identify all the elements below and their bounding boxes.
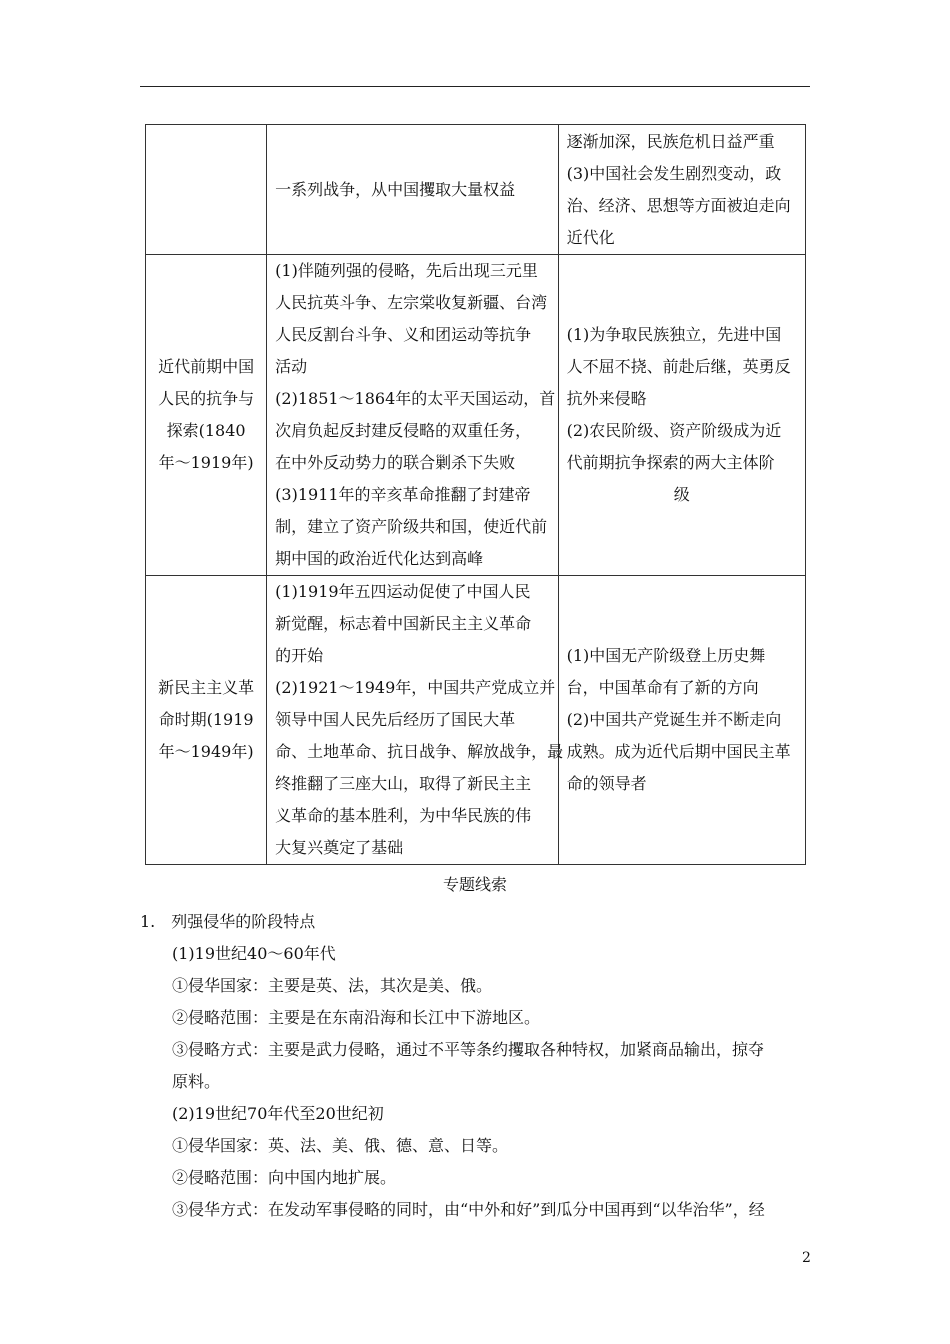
cell-line: (3)1911年的辛亥革命推翻了封建帝 (275, 485, 531, 504)
cell-line: 治、经济、思想等方面被迫走向 (566, 195, 791, 215)
list-item: ②侵略范围：主要是在东南沿海和长江中下游地区。 (172, 1008, 541, 1027)
cell-line: 的开始 (275, 646, 324, 665)
events-cell (267, 255, 558, 576)
features-cell (558, 255, 805, 576)
cell-line: 近代前期中国 (158, 357, 255, 376)
cell-line: (3)中国社会发生剧烈变动，政 (566, 163, 782, 183)
period-cell (146, 576, 267, 865)
table-row (146, 576, 806, 865)
list-item: ③侵华方式：在发动军事侵略的同时，由“中外和好”到瓜分中国再到“以华治华”，经 (172, 1200, 765, 1219)
cell-line: 年～1949年) (158, 742, 254, 761)
cell-line: 在中外反动势力的联合剿杀下失败 (275, 453, 516, 472)
cell-line: 领导中国人民先后经历了国民大革 (275, 710, 516, 729)
list-item: ②侵略范围：向中国内地扩展。 (172, 1168, 397, 1187)
cell-line: 次肩负起反封建反侵略的双重任务， (275, 421, 532, 440)
cell-line: (2)1851～1864年的太平天国运动，首 (275, 389, 556, 408)
section-title: 专题线索 (442, 875, 507, 894)
cell-line: 台，中国革命有了新的方向 (566, 678, 759, 697)
cell-line: 大复兴奠定了基础 (275, 838, 404, 857)
cell-line: 新觉醒，标志着中国新民主主义革命 (275, 614, 532, 633)
subheading: (2)19世纪70年代至20世纪初 (172, 1104, 384, 1123)
cell-line: 命、土地革命、抗日战争、解放战争，最 (275, 742, 564, 761)
period-cell (146, 255, 267, 576)
cell-line: 成熟。成为近代后期中国民主革 (566, 742, 791, 761)
cell-line: 命的领导者 (566, 774, 647, 793)
cell-line: 新民主主义革 (158, 678, 255, 697)
cell-line: 级 (673, 485, 690, 504)
cell-line: 人民反割台斗争、义和团运动等抗争 (275, 325, 532, 344)
list-item: ③侵略方式：主要是武力侵略，通过不平等条约攫取各种特权，加紧商品输出，掠夺 (172, 1040, 765, 1059)
cell-line: 终推翻了三座大山，取得了新民主主 (275, 774, 532, 793)
cell-line: 人民抗英斗争、左宗棠收复新疆、台湾 (275, 293, 548, 312)
cell-line: (1)中国无产阶级登上历史舞 (566, 646, 766, 665)
cell-line: 代前期抗争探索的两大主体阶 (566, 453, 775, 472)
cell-line: (1)为争取民族独立，先进中国 (566, 325, 782, 344)
cell-line: 期中国的政治近代化达到高峰 (275, 549, 484, 568)
table-row (146, 255, 806, 576)
events-cell (267, 576, 564, 865)
cell-line: (1)伴随列强的侵略，先后出现三元里 (275, 261, 538, 280)
cell-line: 制，建立了资产阶级共和国，使近代前 (275, 517, 548, 536)
subheading: (1)19世纪40～60年代 (172, 944, 336, 963)
list-item: ①侵华国家：主要是英、法，其次是美、俄。 (172, 976, 493, 995)
cell-line: (2)1921～1949年，中国共产党成立并 (275, 678, 556, 697)
cell-line: (1)1919年五四运动促使了中国人民 (275, 582, 531, 601)
events-cell (267, 125, 558, 255)
history-table (145, 124, 806, 865)
list-item: ①侵华国家：英、法、美、俄、德、意、日等。 (172, 1136, 509, 1155)
list-item-continuation: 原料。 (172, 1072, 221, 1091)
cell-line: 义革命的基本胜利，为中华民族的伟 (275, 806, 532, 825)
page-number: 2 (802, 1250, 811, 1266)
cell-line: 逐渐加深，民族危机日益严重 (566, 131, 775, 151)
cell-line: 抗外来侵略 (566, 389, 647, 408)
list-heading: 1. 列强侵华的阶段特点 (140, 912, 316, 931)
cell-line: 人民的抗争与 (158, 389, 255, 408)
cell-line: 人不屈不挠、前赴后继，英勇反 (566, 357, 791, 376)
header-rule (140, 86, 810, 87)
cell-line: 年～1919年) (158, 453, 254, 472)
table-row (146, 125, 806, 255)
cell-line: 命时期(1919 (158, 710, 254, 729)
cell-line: 一系列战争，从中国攫取大量权益 (275, 179, 516, 199)
cell-line: 探索(1840 (166, 421, 246, 440)
cell-line: (2)农民阶级、资产阶级成为近 (566, 421, 782, 440)
body-text (140, 906, 820, 1226)
period-cell (146, 125, 267, 255)
cell-line: 活动 (275, 357, 308, 376)
features-cell (558, 125, 805, 255)
features-cell (558, 576, 805, 865)
cell-line: 近代化 (566, 227, 615, 247)
cell-line: (2)中国共产党诞生并不断走向 (566, 710, 782, 729)
